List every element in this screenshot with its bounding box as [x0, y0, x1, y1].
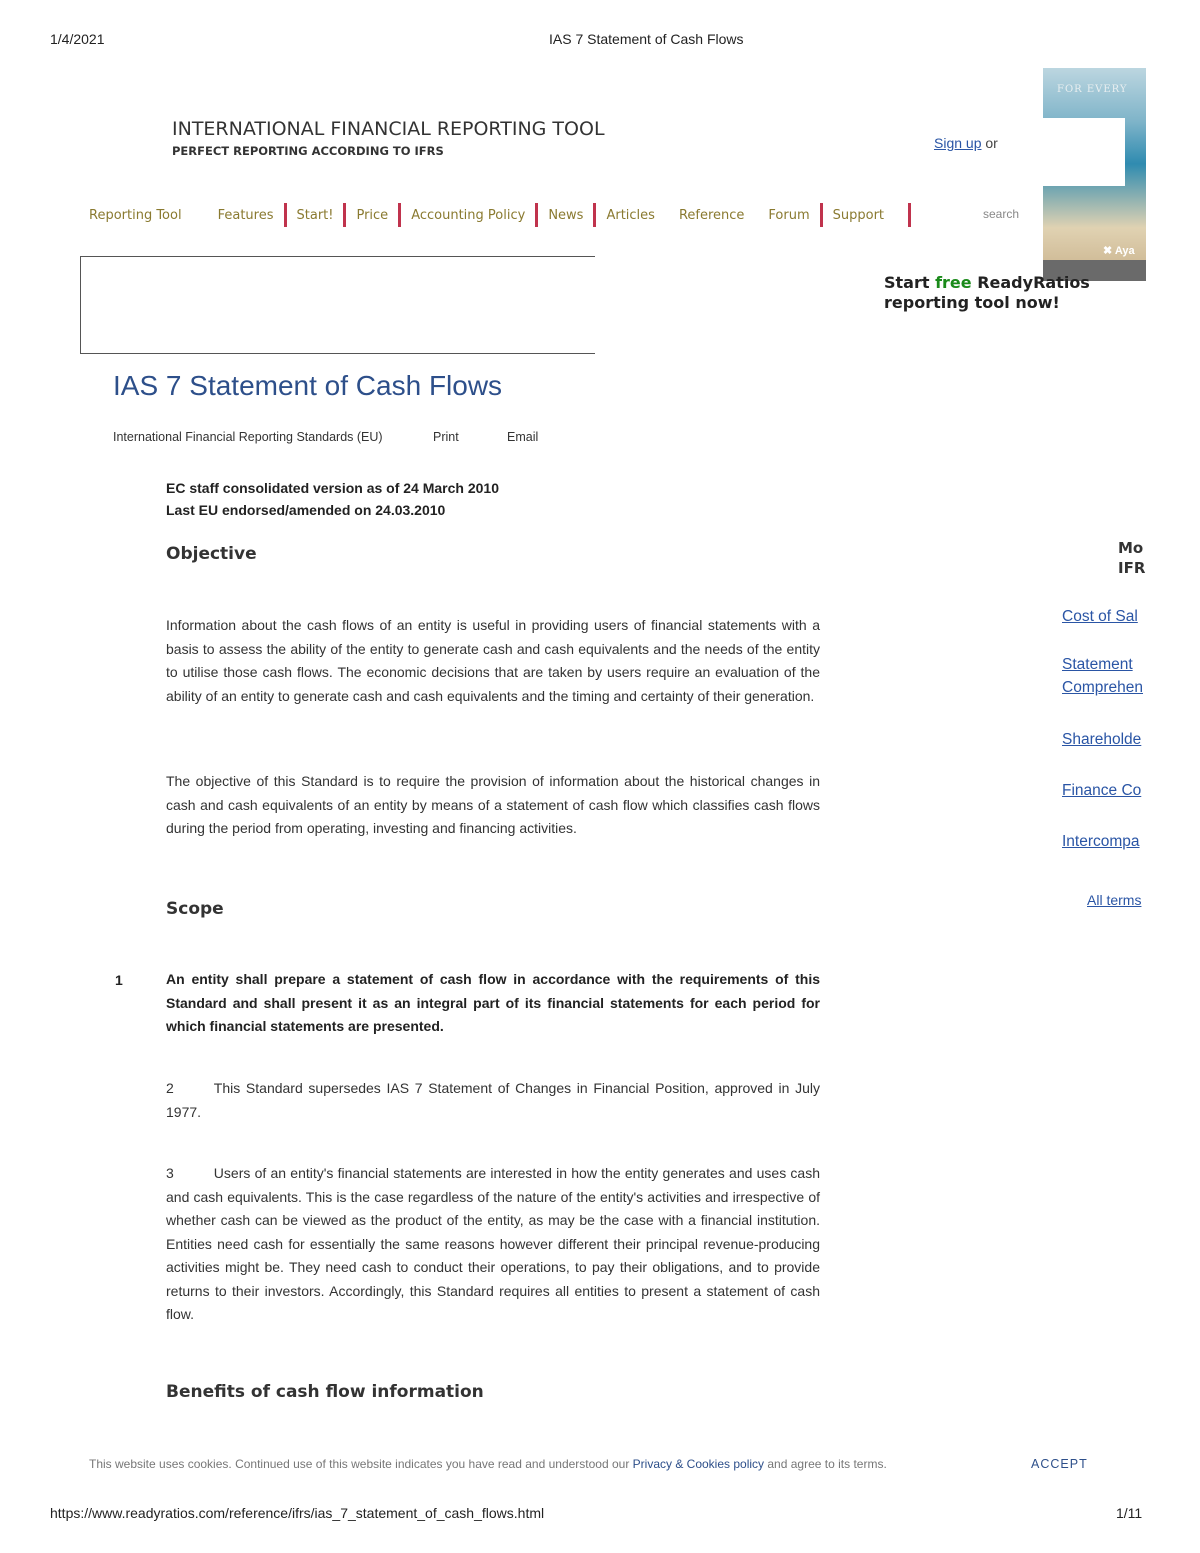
scope-heading: Scope	[166, 899, 224, 919]
sidebar-link-finance-costs[interactable]: Finance Co	[1062, 782, 1142, 799]
scope-paragraph-2: 2 This Standard supersedes IAS 7 Statement of Changes in Financial Position, approved in July 1977.	[166, 1080, 820, 1120]
signup-area	[934, 135, 998, 151]
endorsed-meta: Last EU endorsed/amended on 24.03.2010	[166, 502, 446, 518]
nav-item-start[interactable]: Start!	[296, 207, 334, 223]
ad-placeholder-box	[80, 256, 595, 354]
sidebar-link-intercompany[interactable]: Intercompa	[1062, 833, 1140, 850]
scope-paragraph-3: 3 Users of an entity's financial statements are interested in how the entity generates and uses cash and cash equivalents. This is the case regardless of the nature of the entity's activities and irrespective of whether cash can be viewed as the product of the entity, as may be the case with a financial institution. Entities need cash for essentially the same reasons however different their principal revenue-producing activities might be. They need cash to conduct their operations, to pay their obligations, and to provide returns to their investors. Accordingly, this Standard requires all entities to present a statement of cash flow.	[166, 1165, 820, 1322]
nav-separator	[908, 203, 911, 227]
ad-logo: ✖ Aya	[1103, 245, 1135, 257]
paragraph-number-3: 3	[166, 1165, 174, 1181]
sidebar-all-terms-link[interactable]: All terms	[1087, 892, 1142, 908]
print-title: IAS 7 Statement of Cash Flows	[549, 31, 744, 47]
nav-item-articles[interactable]: Articles	[606, 207, 655, 223]
nav-separator	[398, 203, 401, 227]
paragraph-number-1: 1	[115, 972, 123, 988]
accept-cookies-button[interactable]: ACCEPT	[1031, 1457, 1088, 1471]
objective-paragraph-2: The objective of this Standard is to require the provision of information about the historical changes in cash and cash equivalents of an entity by means of a statement of cash flow which classifies cash flows during the period from operating, investing and financing activities.	[166, 773, 820, 836]
version-meta: EC staff consolidated version as of 24 March 2010	[166, 480, 500, 496]
benefits-heading: Benefits of cash flow information	[166, 1382, 484, 1402]
print-date: 1/4/2021	[50, 31, 105, 47]
signup-link[interactable]: Sign up	[934, 135, 982, 151]
page-title: IAS 7 Statement of Cash Flows	[113, 370, 503, 401]
nav-item-price[interactable]: Price	[356, 207, 389, 223]
print-link[interactable]: Print	[433, 430, 459, 444]
nav-item-support[interactable]: Support	[832, 207, 885, 223]
sidebar-link-statement-comprehensive[interactable]: Statement Comprehen	[1062, 656, 1143, 696]
main-nav	[89, 202, 911, 228]
nav-separator	[535, 203, 538, 227]
objective-paragraph-1: Information about the cash flows of an entity is useful in providing users of financial statements with a basis to assess the ability of the entity to generate cash and cash equivalents and the needs of the entity to utilise those cash flows. The economic decisions that are taken by users require an evaluation of the ability of an entity to generate cash and cash equivalents and the timing and certainty of their generation.	[166, 617, 820, 704]
source-label: International Financial Reporting Standards (EU)	[113, 430, 383, 444]
print-page-number: 1/11	[1116, 1505, 1143, 1521]
sidebar-link-shareholders[interactable]: Shareholde	[1062, 731, 1142, 748]
nav-separator	[593, 203, 596, 227]
site-title[interactable]: INTERNATIONAL FINANCIAL REPORTING TOOL	[172, 118, 605, 140]
or-label: or	[985, 135, 998, 151]
sidebar-link-cost-of-sales[interactable]: Cost of Sal	[1062, 608, 1138, 625]
objective-heading: Objective	[166, 544, 257, 564]
nav-separator	[284, 203, 287, 227]
site-subtitle: PERFECT REPORTING ACCORDING TO IFRS	[172, 144, 444, 158]
ad-image-text: FOR EVERY	[1057, 84, 1128, 95]
ad-white-block	[1043, 118, 1125, 186]
paragraph-number-2: 2	[166, 1080, 174, 1096]
nav-separator	[343, 203, 346, 227]
nav-item-forum[interactable]: Forum	[768, 207, 810, 223]
promo-text[interactable]: Start free ReadyRatios reporting tool now!	[884, 273, 1090, 312]
nav-item-accounting-policy[interactable]: Accounting Policy	[411, 207, 526, 223]
nav-item-reference[interactable]: Reference	[678, 207, 745, 223]
cookie-notice: This website uses cookies. Continued use of this website indicates you have read and understood our Privacy & Cookies policy and agree to its terms.	[89, 1457, 887, 1471]
search-input[interactable]: search	[983, 207, 1020, 221]
nav-item-features[interactable]: Features	[217, 207, 274, 223]
ad-banner-image[interactable]	[1043, 68, 1146, 281]
nav-item-news[interactable]: News	[548, 207, 584, 223]
email-link[interactable]: Email	[507, 430, 539, 444]
sidebar-title: Mo IFR	[1118, 539, 1146, 577]
scope-paragraph-1: An entity shall prepare a statement of cash flow in accordance with the requirements of this Standard and shall present it as an integral part of its financial statements for each period for which financial statements are presented.	[166, 971, 820, 1034]
print-url: https://www.readyratios.com/reference/ifrs/ias_7_statement_of_cash_flows.html	[50, 1505, 545, 1521]
nav-separator	[820, 203, 823, 227]
nav-item-reporting-tool[interactable]: Reporting Tool	[89, 207, 182, 223]
privacy-policy-link[interactable]: Privacy & Cookies policy	[632, 1457, 765, 1471]
promo-free: free	[935, 273, 972, 292]
